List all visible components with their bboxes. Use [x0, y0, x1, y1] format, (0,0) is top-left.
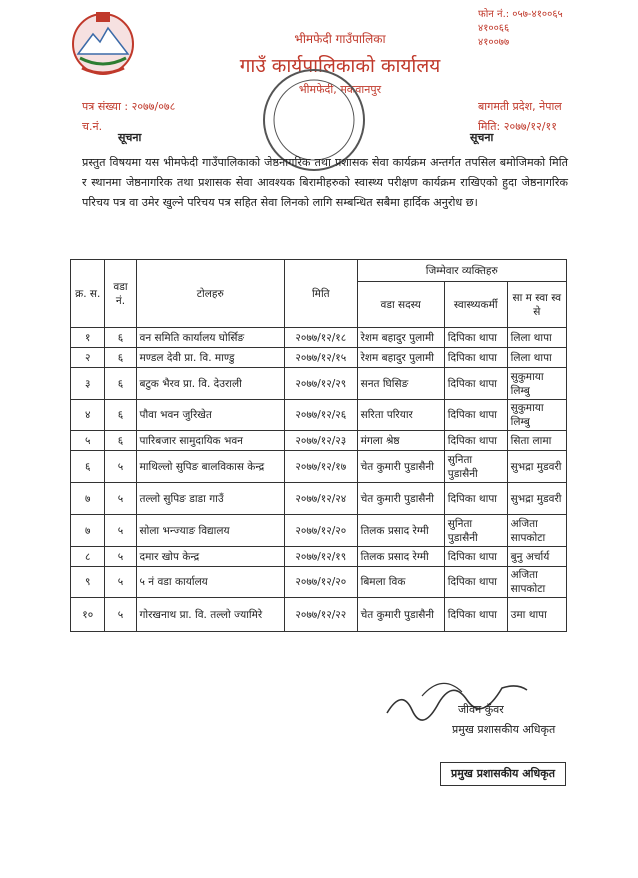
cell-ward: ६ [105, 348, 136, 368]
cell-date: २०७७/१२/१८ [285, 328, 358, 348]
cell-sn: ९ [71, 567, 105, 598]
cell-ward: ५ [105, 547, 136, 567]
table-row [71, 547, 567, 567]
schedule-table [70, 259, 567, 632]
cell-fchv: लिला थापा [507, 348, 566, 368]
cell-sn: ४ [71, 400, 105, 431]
cell-ward-member: बिमला विक [357, 567, 444, 598]
cell-ward-member: चेत कुमारी पुडासैनी [357, 483, 444, 515]
cell-ward-member: तिलक प्रसाद रेग्मी [357, 547, 444, 567]
cell-tole: बटुक भैरव प्रा. वि. देउराली [136, 368, 285, 400]
cell-ward: ५ [105, 598, 136, 632]
table-row [71, 567, 567, 598]
cell-tole: पारिबजार सामुदायिक भवन [136, 431, 285, 451]
cell-sn: ७ [71, 483, 105, 515]
table-row [71, 368, 567, 400]
cell-date: २०७७/१२/२० [285, 515, 358, 547]
cell-health-worker: सुनिता पुडासैनी [444, 451, 507, 483]
table-row [71, 431, 567, 451]
table-row [71, 598, 567, 632]
cell-ward: ६ [105, 328, 136, 348]
cell-date: २०७७/१२/२३ [285, 431, 358, 451]
header-ward: वडा नं. [105, 260, 136, 328]
notice-body: प्रस्तुत विषयमा यस भीमफेदी गाउँपालिकाको जेष्ठनागरिक तथा प्रशासक सेवा कार्यक्रम अन्तर्गत तपसिल बमोजिमको मिति र स्थानमा जेष्ठनागरिक तथा प्रशासक सेवा आवश्यक बिरामीहरुको स्वास्थ्य परीक्षण कार्यक्रम राखिएको हुदा जेष्ठनागरिक परिचय पत्र वा उमेर खुल्ने परिचय पत्र सहित सेवा लिनको लागि सम्बन्धित सबैमा हार्दिक अनुरोध छ। [82, 156, 568, 209]
designation-seal: प्रमुख प्रशासकीय अधिकृत [440, 762, 566, 786]
cell-date: २०७७/१२/१५ [285, 348, 358, 368]
header-date: मिति [285, 260, 358, 328]
cell-ward-member: सरिता परियार [357, 400, 444, 431]
header-tole: टोलहरु [136, 260, 285, 328]
cell-ward-member: सनत घिसिङ [357, 368, 444, 400]
office-name: भीमफेदी गाउँपालिका [294, 32, 386, 46]
cell-fchv: सुकुमाया लिम्बु [507, 400, 566, 431]
cell-tole: पौवा भवन जुरिखेत [136, 400, 285, 431]
office-title: गाउँ कार्यपालिकाको कार्यालय [239, 55, 441, 77]
cell-fchv: लिला थापा [507, 328, 566, 348]
cell-ward: ५ [105, 515, 136, 547]
cell-date: २०७७/१२/१९ [285, 547, 358, 567]
cell-ward-member: रेशम बहादुर पुलामी [357, 348, 444, 368]
nepal-emblem-icon [68, 8, 138, 78]
cell-sn: ७ [71, 515, 105, 547]
cell-ward-member: चेत कुमारी पुडासैनी [357, 451, 444, 483]
cell-health-worker: दिपिका थापा [444, 547, 507, 567]
header-fchv: सा म स्वा स्व से [507, 282, 566, 328]
letter-date: मिति: २०७७/१२/११ [478, 120, 557, 133]
cell-ward-member: मंगला श्रेष्ठ [357, 431, 444, 451]
cell-health-worker: दिपिका थापा [444, 598, 507, 632]
cell-fchv: सिता लामा [507, 431, 566, 451]
cell-fchv: अजिता सापकोटा [507, 515, 566, 547]
signer-title: प्रमुख प्रशासकीय अधिकृत [452, 723, 556, 736]
cell-ward-member: चेत कुमारी पुडासैनी [357, 598, 444, 632]
cell-fchv: सुभद्रा मुडवरी [507, 451, 566, 483]
cell-tole: माथिल्लो सुपिङ बालविकास केन्द्र [136, 451, 285, 483]
cell-sn: ५ [71, 431, 105, 451]
notice-heading-right: सूचना [470, 131, 494, 144]
signer-name: जीवन कुँवर [458, 703, 504, 716]
header-health-worker: स्वास्थ्यकर्मी [444, 282, 507, 328]
table-row [71, 451, 567, 483]
cell-sn: ८ [71, 547, 105, 567]
cell-date: २०७७/१२/२४ [285, 483, 358, 515]
dispatch-number: च.नं. [82, 120, 103, 133]
header-responsible: जिम्मेवार व्यक्तिहरु [357, 260, 566, 282]
cell-date: २०७७/१२/२० [285, 567, 358, 598]
cell-tole: सोला भन्ज्याङ विद्यालय [136, 515, 285, 547]
cell-ward: ६ [105, 431, 136, 451]
cell-date: २०७७/१२/२२ [285, 598, 358, 632]
cell-health-worker: दिपिका थापा [444, 348, 507, 368]
cell-date: २०७७/१२/२६ [285, 400, 358, 431]
cell-ward: ५ [105, 483, 136, 515]
cell-tole: तल्लो सुपिङ डाडा गाउँ [136, 483, 285, 515]
header-ward-member: वडा सदस्य [357, 282, 444, 328]
cell-health-worker: दिपिका थापा [444, 400, 507, 431]
cell-tole: दमार खोप केन्द्र [136, 547, 285, 567]
province-label: बागमती प्रदेश, नेपाल [478, 100, 562, 113]
cell-date: २०७७/१२/१७ [285, 451, 358, 483]
cell-ward: ६ [105, 400, 136, 431]
reference-number: पत्र संख्या : २०७७/०७८ [82, 100, 176, 113]
table-row [71, 400, 567, 431]
table-row [71, 348, 567, 368]
cell-sn: २ [71, 348, 105, 368]
cell-sn: १० [71, 598, 105, 632]
contact-phone: फोन नं.: ०५७-४१००६५ [478, 9, 563, 20]
cell-ward: ५ [105, 567, 136, 598]
cell-fchv: सुभद्रा मुडवरी [507, 483, 566, 515]
cell-health-worker: दिपिका थापा [444, 483, 507, 515]
cell-tole: गोरखनाथ प्रा. वि. तल्लो ज्यामिरे [136, 598, 285, 632]
notice-heading-left: सूचना [118, 131, 142, 144]
cell-fchv: सुकुमाया लिम्बु [507, 368, 566, 400]
cell-health-worker: दिपिका थापा [444, 431, 507, 451]
contact-phone-3: ४१००७७ [478, 37, 510, 48]
table-row [71, 328, 567, 348]
cell-sn: १ [71, 328, 105, 348]
cell-fchv: अजिता सापकोटा [507, 567, 566, 598]
cell-fchv: बुनु अर्चार्य [507, 547, 566, 567]
table-row [71, 515, 567, 547]
cell-ward: ६ [105, 368, 136, 400]
cell-date: २०७७/१२/२९ [285, 368, 358, 400]
cell-tole: मण्डल देवी प्रा. वि. माण्डु [136, 348, 285, 368]
cell-sn: ६ [71, 451, 105, 483]
office-address: भीमफेदी, मकवानपुर [298, 83, 382, 96]
cell-health-worker: दिपिका थापा [444, 567, 507, 598]
cell-ward: ५ [105, 451, 136, 483]
signature-scribble [382, 668, 532, 728]
cell-health-worker: दिपिका थापा [444, 368, 507, 400]
cell-fchv: उमा थापा [507, 598, 566, 632]
cell-health-worker: सुनिता पुडासैनी [444, 515, 507, 547]
cell-health-worker: दिपिका थापा [444, 328, 507, 348]
header-sn: क्र. स. [71, 260, 105, 328]
cell-sn: ३ [71, 368, 105, 400]
cell-tole: वन समिति कार्यालय घोर्सिङ [136, 328, 285, 348]
cell-tole: ५ नं वडा कार्यालय [136, 567, 285, 598]
cell-ward-member: रेशम बहादुर पुलामी [357, 328, 444, 348]
table-row [71, 483, 567, 515]
contact-phone-2: ४१००६६ [478, 23, 510, 34]
cell-ward-member: तिलक प्रसाद रेग्मी [357, 515, 444, 547]
